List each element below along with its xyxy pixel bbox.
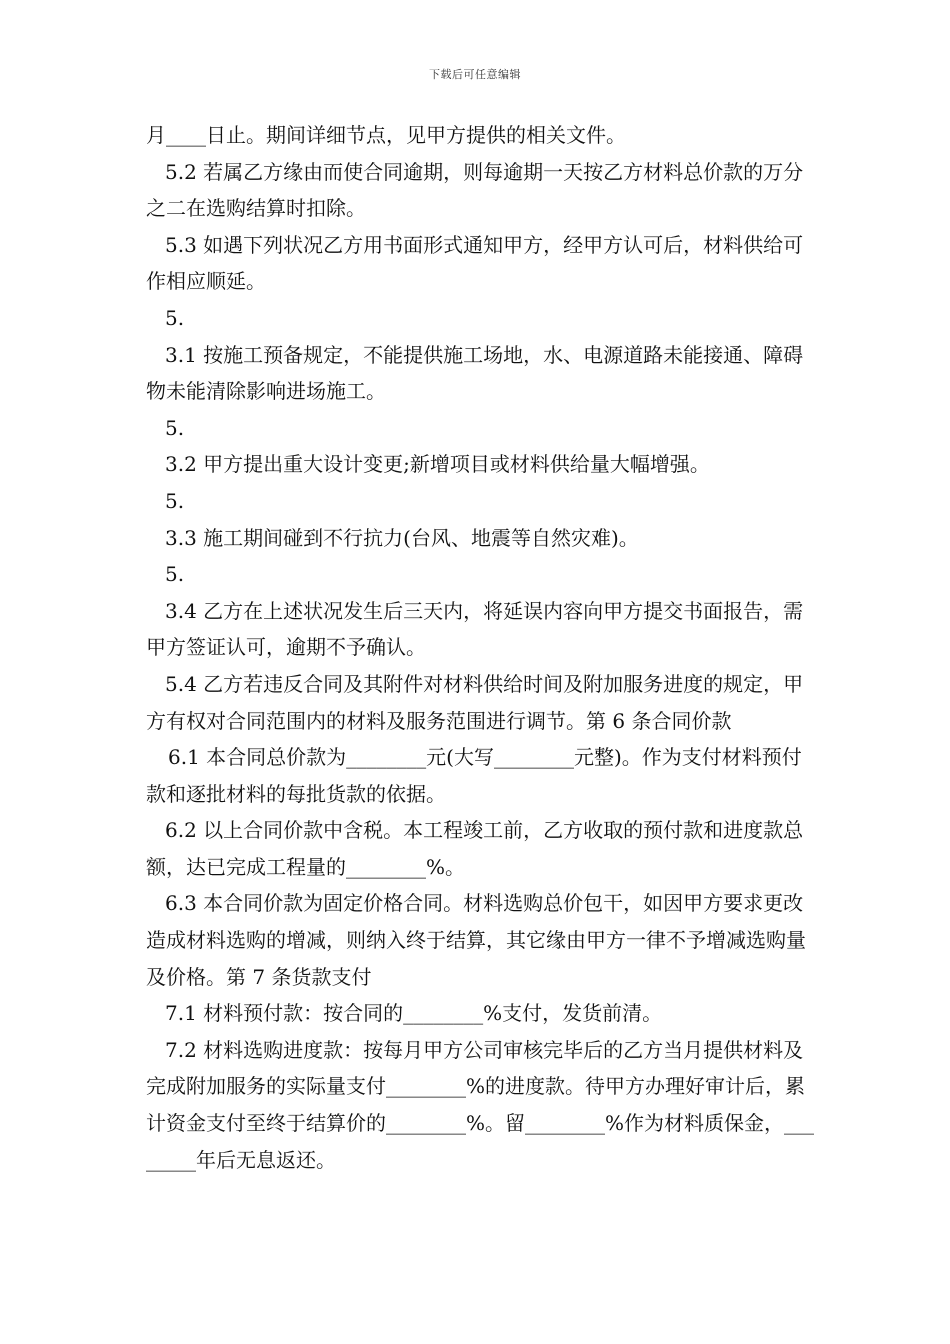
paragraph: 7.1 材料预付款：按合同的________%支付，发货前清。 (165, 1001, 663, 1026)
paragraph: 7.2 材料选购进度款：按每月甲方公司审核完毕后的乙方当月提供材料及完成附加服务的实际量支付________%的进度款。待甲方办理好审计后，累计资金支付至终于结算价的________%。留________%作为材料质保金，________年后无息返还。 (146, 1037, 815, 1172)
page-header: 下载后可任意编辑 (429, 68, 521, 81)
paragraph: 6.3 本合同价款为固定价格合同。材料选购总价包干，如因甲方要求更改造成材料选购的增减，则纳入终于结算，其它缘由甲方一律不予增减选购量及价格。第 7 条货款支付 (146, 891, 806, 989)
paragraph: 5.2 若属乙方缘由而使合同逾期，则每逾期一天按乙方材料总价款的万分之二在选购结算时扣除。 (146, 159, 804, 221)
paragraph: 5.3 如遇下列状况乙方用书面形式通知甲方，经甲方认可后，材料供给可作相应顺延。 (146, 232, 804, 294)
paragraph: 5. (165, 488, 185, 513)
paragraph: 3.1 按施工预备规定，不能提供施工场地，水、电源道路未能接通、障碍物未能清除影响进场施工。 (146, 342, 804, 404)
paragraph: 3.3 施工期间碰到不行抗力(台风、地震等自然灾难)。 (165, 525, 639, 550)
paragraph: 5. (165, 562, 185, 587)
paragraph: 月____日止。期间详细节点，见甲方提供的相关文件。 (146, 123, 626, 147)
paragraph: 5. (165, 305, 185, 330)
document-body (146, 117, 818, 1178)
paragraph: 3.4 乙方在上述状况发生后三天内，将延误内容向甲方提交书面报告，需甲方签证认可，逾期不予确认。 (146, 598, 804, 660)
paragraph: 3.2 甲方提出重大设计变更;新增项目或材料供给量大幅增强。 (165, 452, 710, 477)
paragraph: 5.4 乙方若违反合同及其附件对材料供给时间及附加服务进度的规定，甲方有权对合同范围内的材料及服务范围进行调节。第 6 条合同价款 (146, 671, 804, 733)
paragraph: 6.1 本合同总价款为________元(大写________元整)。作为支付材料预付款和逐批材料的每批货款的依据。 (146, 745, 802, 806)
paragraph: 6.2 以上合同价款中含税。本工程竣工前，乙方收取的预付款和进度款总额，达已完成工程量的________%。 (146, 818, 804, 879)
paragraph: 5. (165, 415, 185, 440)
